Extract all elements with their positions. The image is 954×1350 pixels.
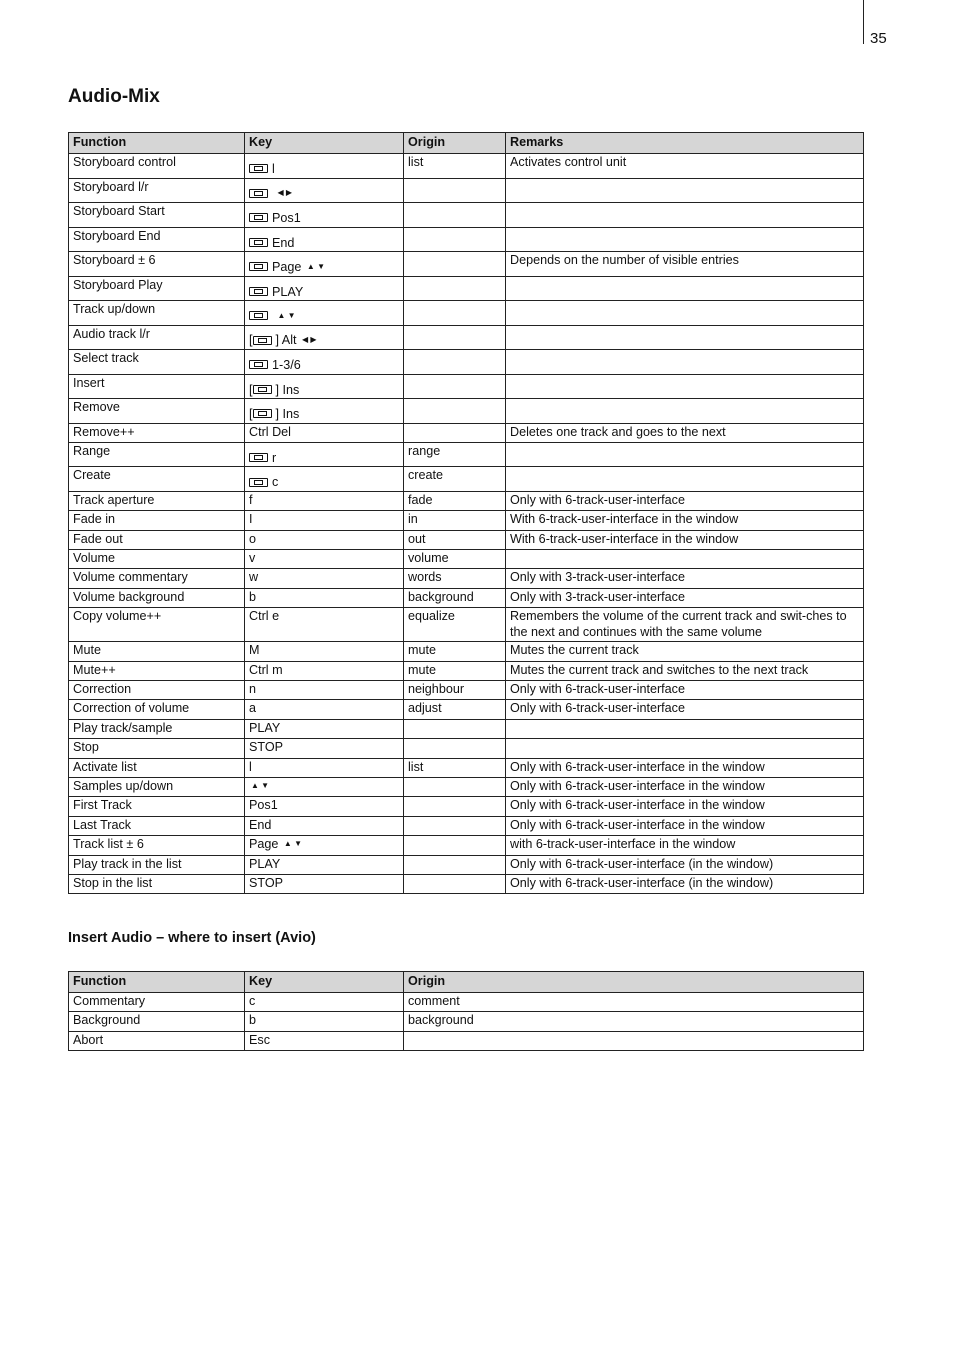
table-row — [69, 661, 864, 680]
cell-function: Abort — [69, 1031, 245, 1050]
cell-remarks: Only with 3-track-user-interface — [506, 588, 864, 607]
cell-function: Play track/sample — [69, 719, 245, 738]
keyboard-icon — [249, 238, 268, 247]
cell-key — [245, 301, 404, 326]
cell-remarks: Only with 3-track-user-interface — [506, 569, 864, 588]
cell-key — [245, 467, 404, 492]
cell-function: First Track — [69, 797, 245, 816]
key-label: o — [249, 531, 257, 546]
cell-remarks: with 6-track-user-interface in the window — [506, 836, 864, 855]
keyboard-icon — [249, 453, 268, 462]
cell-function: Range — [69, 442, 245, 467]
cell-key — [245, 374, 404, 399]
cell-key — [245, 855, 404, 874]
cell-origin — [404, 816, 506, 835]
cell-origin: list — [404, 154, 506, 179]
table-row — [69, 681, 864, 700]
key-label: Ctrl e — [249, 609, 280, 624]
cell-key — [245, 325, 404, 350]
cell-function: Correction of volume — [69, 700, 245, 719]
cell-function: Volume commentary — [69, 569, 245, 588]
key-label: STOP — [249, 740, 284, 755]
cell-key — [245, 816, 404, 835]
header-key: Key — [245, 972, 404, 993]
cell-origin — [404, 178, 506, 203]
cell-remarks: Remembers the volume of the current track and swit-ches to the next and continues with the same volume — [506, 608, 864, 642]
cell-remarks: Only with 6-track-user-interface in the window — [506, 816, 864, 835]
cell-key — [245, 530, 404, 549]
cell-key — [245, 442, 404, 467]
arrow-keys-icon: ▲ ▼ — [306, 261, 325, 271]
cell-key — [245, 836, 404, 855]
cell-origin — [404, 739, 506, 758]
cell-remarks — [506, 325, 864, 350]
key-label: PLAY — [272, 284, 304, 299]
keyboard-icon — [253, 336, 272, 345]
cell-remarks — [506, 301, 864, 326]
cell-remarks — [506, 739, 864, 758]
arrow-keys-icon: ▲ ▼ — [283, 839, 302, 849]
cell-key — [245, 491, 404, 510]
cell-remarks: Mutes the current track and switches to the next track — [506, 661, 864, 680]
cell-origin — [404, 374, 506, 399]
cell-origin — [404, 276, 506, 301]
page-number: 35 — [870, 30, 887, 47]
table-row — [69, 642, 864, 661]
cell-function: Fade in — [69, 511, 245, 530]
cell-origin: in — [404, 511, 506, 530]
header-function: Function — [69, 972, 245, 993]
cell-remarks — [506, 374, 864, 399]
keyboard-icon — [253, 409, 272, 418]
key-label: l — [249, 759, 252, 774]
cell-function: Stop — [69, 739, 245, 758]
table-row — [69, 325, 864, 350]
key-label: Ctrl m — [249, 662, 283, 677]
cell-origin: words — [404, 569, 506, 588]
table-row — [69, 836, 864, 855]
cell-function: Remove — [69, 399, 245, 424]
cell-origin: neighbour — [404, 681, 506, 700]
table-body — [69, 154, 864, 894]
keyboard-icon — [249, 287, 268, 296]
cell-remarks: Only with 6-track-user-interface — [506, 700, 864, 719]
keyboard-icon — [249, 213, 268, 222]
keyboard-icon — [249, 189, 268, 198]
cell-key — [245, 719, 404, 738]
key-label: n — [249, 682, 257, 697]
keyboard-icon — [249, 164, 268, 173]
cell-origin — [404, 399, 506, 424]
table-row — [69, 491, 864, 510]
key-label: v — [249, 551, 256, 566]
cell-function: Track aperture — [69, 491, 245, 510]
header-remarks: Remarks — [506, 133, 864, 154]
key-label: I — [249, 512, 253, 527]
cell-key — [245, 423, 404, 442]
cell-origin: comment — [404, 993, 864, 1012]
cell-key — [245, 276, 404, 301]
cell-origin — [404, 1031, 864, 1050]
cell-origin: adjust — [404, 700, 506, 719]
cell-origin: mute — [404, 661, 506, 680]
cell-origin: volume — [404, 550, 506, 569]
cell-remarks: Activates control unit — [506, 154, 864, 179]
key-label: l — [272, 162, 275, 176]
table-row — [69, 758, 864, 777]
cell-function: Volume background — [69, 588, 245, 607]
cell-remarks: Depends on the number of visible entries — [506, 252, 864, 277]
keyboard-icon — [249, 478, 268, 487]
cell-key: b — [245, 1012, 404, 1031]
arrow-keys-icon: ◀ ▶ — [302, 335, 317, 345]
cell-remarks: Mutes the current track — [506, 642, 864, 661]
cell-origin — [404, 325, 506, 350]
table-row — [69, 1012, 864, 1031]
cell-function: Track list ± 6 — [69, 836, 245, 855]
cell-key — [245, 874, 404, 893]
bracket-open: [ — [249, 333, 253, 348]
table-header-row — [69, 133, 864, 154]
cell-function: Play track in the list — [69, 855, 245, 874]
key-label: 1-3/6 — [272, 358, 301, 372]
key-label: w — [249, 570, 259, 585]
key-label: c — [272, 475, 279, 490]
cell-function: Insert — [69, 374, 245, 399]
cell-origin: create — [404, 467, 506, 492]
table-row — [69, 442, 864, 467]
cell-key — [245, 511, 404, 530]
cell-function: Commentary — [69, 993, 245, 1012]
cell-function: Mute++ — [69, 661, 245, 680]
table-row — [69, 374, 864, 399]
cell-remarks — [506, 227, 864, 252]
cell-function: Activate list — [69, 758, 245, 777]
cell-remarks — [506, 178, 864, 203]
bracket-open: [ — [249, 382, 253, 397]
cell-remarks: With 6-track-user-interface in the window — [506, 511, 864, 530]
table-row — [69, 777, 864, 796]
key-label: a — [249, 701, 257, 716]
arrow-keys-icon: ◀ ▶ — [277, 188, 293, 198]
table-row — [69, 203, 864, 228]
cell-origin — [404, 836, 506, 855]
table-row — [69, 399, 864, 424]
table-row — [69, 227, 864, 252]
cell-key — [245, 399, 404, 424]
key-label: ] Ins — [275, 407, 300, 421]
cell-remarks — [506, 399, 864, 424]
cell-remarks — [506, 276, 864, 301]
cell-key — [245, 350, 404, 375]
table-row — [69, 178, 864, 203]
bracket-open: [ — [249, 407, 253, 421]
cell-remarks: With 6-track-user-interface in the window — [506, 530, 864, 549]
table-row — [69, 816, 864, 835]
audio-mix-shortcut-table — [68, 132, 864, 894]
cell-origin: fade — [404, 491, 506, 510]
key-label: ] Ins — [275, 382, 300, 397]
cell-remarks — [506, 719, 864, 738]
table-row — [69, 530, 864, 549]
cell-remarks — [506, 350, 864, 375]
cell-function: Stop in the list — [69, 874, 245, 893]
cell-remarks: Only with 6-track-user-interface in the window — [506, 797, 864, 816]
key-label: End — [272, 235, 295, 250]
cell-function: Last Track — [69, 816, 245, 835]
key-label: PLAY — [249, 856, 281, 871]
table-row — [69, 154, 864, 179]
key-label: STOP — [249, 875, 284, 890]
key-label: Pos1 — [249, 798, 278, 813]
table-row — [69, 252, 864, 277]
key-label: ] Alt — [275, 333, 297, 348]
table-row — [69, 855, 864, 874]
cell-remarks — [506, 442, 864, 467]
table-row — [69, 1031, 864, 1050]
cell-origin — [404, 777, 506, 796]
cell-remarks: Only with 6-track-user-interface (in the window) — [506, 855, 864, 874]
key-label: Page — [249, 837, 279, 852]
table-row — [69, 993, 864, 1012]
cell-origin: range — [404, 442, 506, 467]
cell-origin — [404, 797, 506, 816]
cell-origin: mute — [404, 642, 506, 661]
cell-key — [245, 700, 404, 719]
cell-origin — [404, 301, 506, 326]
cell-function: Correction — [69, 681, 245, 700]
cell-remarks — [506, 203, 864, 228]
key-label: r — [272, 450, 277, 465]
cell-function: Select track — [69, 350, 245, 375]
table-row — [69, 467, 864, 492]
cell-key — [245, 739, 404, 758]
cell-function: Storyboard l/r — [69, 178, 245, 203]
table-header-row — [69, 972, 864, 993]
cell-function: Remove++ — [69, 423, 245, 442]
cell-key — [245, 588, 404, 607]
cell-origin: background — [404, 588, 506, 607]
cell-remarks: Only with 6-track-user-interface — [506, 491, 864, 510]
keyboard-icon — [249, 311, 268, 320]
table-row — [69, 588, 864, 607]
cell-remarks: Only with 6-track-user-interface in the window — [506, 758, 864, 777]
header-origin: Origin — [404, 972, 864, 993]
cell-key — [245, 661, 404, 680]
cell-origin: list — [404, 758, 506, 777]
cell-function: Create — [69, 467, 245, 492]
keyboard-icon — [249, 262, 268, 271]
cell-origin — [404, 203, 506, 228]
insert-audio-section-title: Insert Audio – where to insert (Avio) — [68, 930, 316, 946]
key-label: PLAY — [249, 720, 281, 735]
table-row — [69, 301, 864, 326]
cell-origin: out — [404, 530, 506, 549]
cell-function: Copy volume++ — [69, 608, 245, 642]
cell-origin: equalize — [404, 608, 506, 642]
cell-key — [245, 227, 404, 252]
header-function: Function — [69, 133, 245, 154]
table-body — [69, 993, 864, 1051]
cell-key: c — [245, 993, 404, 1012]
cell-key — [245, 758, 404, 777]
key-label: Ctrl Del — [249, 424, 291, 439]
key-label: f — [249, 492, 253, 507]
insert-audio-table — [68, 971, 864, 1051]
cell-origin — [404, 252, 506, 277]
table-row — [69, 511, 864, 530]
cell-key — [245, 797, 404, 816]
table-row — [69, 550, 864, 569]
keyboard-icon — [253, 385, 272, 394]
cell-remarks: Only with 6-track-user-interface (in the window) — [506, 874, 864, 893]
cell-key — [245, 203, 404, 228]
table-row — [69, 608, 864, 642]
cell-function: Mute — [69, 642, 245, 661]
cell-function: Fade out — [69, 530, 245, 549]
table-row — [69, 569, 864, 588]
keyboard-icon — [249, 360, 268, 369]
table-row — [69, 719, 864, 738]
cell-function: Audio track l/r — [69, 325, 245, 350]
cell-key — [245, 681, 404, 700]
cell-key — [245, 608, 404, 642]
arrow-keys-icon: ▲ ▼ — [277, 310, 296, 320]
cell-key — [245, 642, 404, 661]
cell-key: Esc — [245, 1031, 404, 1050]
cell-origin — [404, 855, 506, 874]
cell-remarks — [506, 467, 864, 492]
cell-function: Track up/down — [69, 301, 245, 326]
cell-origin — [404, 350, 506, 375]
cell-key — [245, 154, 404, 179]
table-row — [69, 739, 864, 758]
cell-function: Storyboard control — [69, 154, 245, 179]
cell-remarks: Only with 6-track-user-interface — [506, 681, 864, 700]
cell-remarks: Only with 6-track-user-interface in the window — [506, 777, 864, 796]
cell-function: Storyboard Play — [69, 276, 245, 301]
page-title: Audio-Mix — [68, 86, 160, 107]
cell-function: Volume — [69, 550, 245, 569]
cell-function: Storyboard ± 6 — [69, 252, 245, 277]
table-row — [69, 423, 864, 442]
cell-key — [245, 252, 404, 277]
table-row — [69, 874, 864, 893]
cell-key — [245, 178, 404, 203]
cell-key — [245, 569, 404, 588]
cell-origin: background — [404, 1012, 864, 1031]
cell-function: Storyboard Start — [69, 203, 245, 228]
page-corner-rule — [863, 0, 864, 44]
key-label: b — [249, 589, 257, 604]
key-label: End — [249, 817, 272, 832]
cell-origin — [404, 227, 506, 252]
header-key: Key — [245, 133, 404, 154]
cell-remarks: Deletes one track and goes to the next — [506, 423, 864, 442]
header-origin: Origin — [404, 133, 506, 154]
table-row — [69, 276, 864, 301]
key-label: M — [249, 643, 260, 658]
arrow-keys-icon: ▲ ▼ — [251, 780, 270, 790]
key-label: Pos1 — [272, 211, 301, 225]
table-row — [69, 700, 864, 719]
cell-function: Background — [69, 1012, 245, 1031]
cell-origin — [404, 874, 506, 893]
table-row — [69, 350, 864, 375]
cell-function: Samples up/down — [69, 777, 245, 796]
cell-key — [245, 550, 404, 569]
table-row — [69, 797, 864, 816]
cell-origin — [404, 719, 506, 738]
key-label: Page — [272, 260, 302, 274]
cell-key — [245, 777, 404, 796]
cell-origin — [404, 423, 506, 442]
cell-function: Storyboard End — [69, 227, 245, 252]
cell-remarks — [506, 550, 864, 569]
